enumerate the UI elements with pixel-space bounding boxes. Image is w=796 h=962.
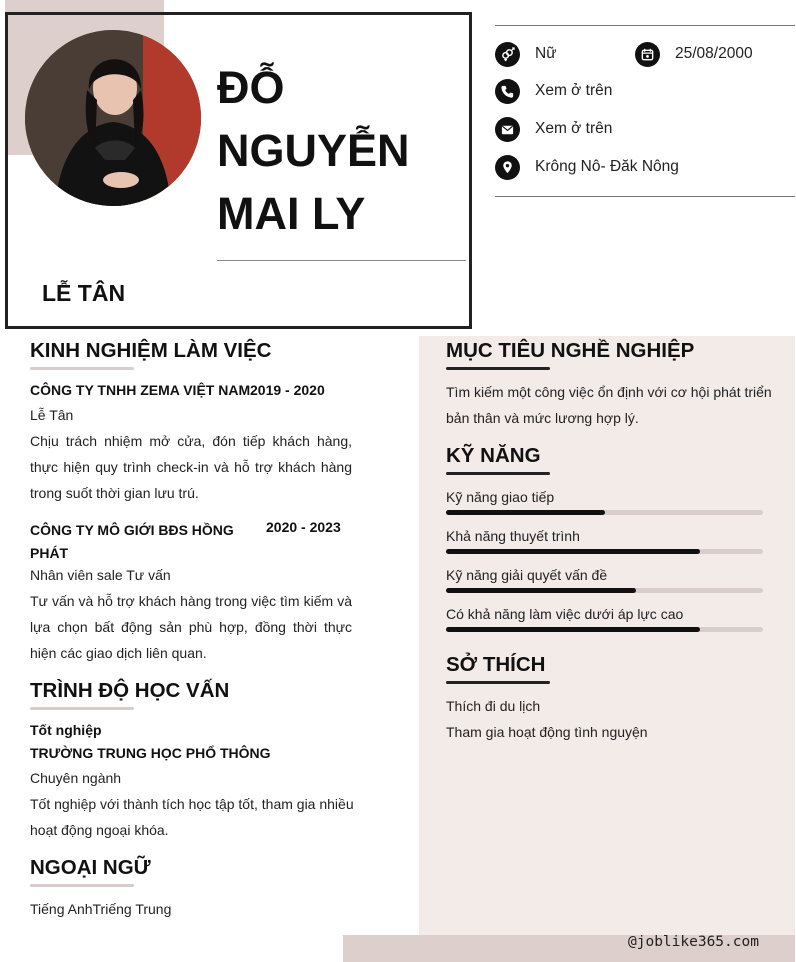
hobbies-title: SỞ THÍCH [446,653,546,676]
job-title: LỄ TÂN [42,280,126,306]
skill-bar-fill-2 [446,549,700,554]
contact-top-divider [495,25,795,26]
contact-bottom-divider [495,196,795,197]
objective-title: MỤC TIÊU NGHỀ NGHIỆP [446,339,695,362]
email-text: Xem ở trên [535,120,613,137]
skill-label-1: Kỹ năng giao tiếp [446,489,555,505]
education-underline [30,707,134,710]
hobbies-underline [446,681,550,684]
experience-underline [30,367,134,370]
languages-title: NGOẠI NGỮ [30,856,151,879]
exp2-period: 2020 - 2023 [266,519,341,535]
phone-text: Xem ở trên [535,82,613,99]
exp1-period: 2019 - 2020 [250,382,325,398]
name-line-1: ĐỖ [217,62,285,113]
name-line-2: NGUYỄN [217,125,410,176]
hobby-item-2: Tham gia hoạt động tình nguyện [446,724,648,740]
education-title: TRÌNH ĐỘ HỌC VẤN [30,679,230,702]
full-name [217,56,462,245]
education-degree: Tốt nghiệp [30,722,102,738]
exp1-position: Lễ Tân [30,407,74,423]
exp2-description: Tư vấn và hỗ trợ khách hàng trong việc tìm kiếm và lựa chọn bất động sản phù hợp, đồng thời thực hiện các giao dịch liên quan. [30,593,352,661]
mail-icon [495,117,520,142]
name-divider [217,260,466,261]
exp1-description: Chịu trách nhiệm mở cửa, đón tiếp khách hàng, thực hiện quy trình check-in và hỗ trợ khách hàng trong suốt thời gian lưu trú. [30,433,352,501]
skill-bar-2 [446,549,763,554]
calendar-icon [635,42,660,67]
skills-title: KỸ NĂNG [446,444,541,467]
name-line-3: MAI LY [217,188,366,239]
skills-underline [446,472,550,475]
address-text: Krông Nô- Đăk Nông [535,158,679,175]
exp2-position: Nhân viên sale Tư vấn [30,567,171,583]
birthday-text: 25/08/2000 [675,45,753,62]
skill-bar-fill-3 [446,588,636,593]
skill-bar-1 [446,510,763,515]
languages-text: Tiếng AnhTriếng Trung [30,901,172,917]
gender-text: Nữ [535,45,557,62]
skill-bar-4 [446,627,763,632]
education-description: Tốt nghiệp với thành tích học tập tốt, tham gia nhiều hoạt động ngoại khóa. [30,796,354,838]
gender-icon [495,42,520,67]
avatar-illustration [25,30,201,206]
phone-icon [495,79,520,104]
skill-bar-3 [446,588,763,593]
avatar [25,30,201,206]
hobby-item-1: Thích đi du lịch [446,698,541,714]
languages-underline [30,884,134,887]
skill-bar-fill-1 [446,510,605,515]
skill-bar-fill-4 [446,627,700,632]
watermark: @joblike365.com [628,934,759,950]
skill-label-2: Khả năng thuyết trình [446,528,580,544]
objective-text: Tìm kiếm một công việc ổn định với cơ hội phát triển bản thân và mức lương hợp lý. [446,384,772,426]
exp1-company: CÔNG TY TNHH ZEMA VIỆT NAM [30,382,251,398]
objective-underline [446,367,550,370]
exp2-company: CÔNG TY MÔ GIỚI BĐS HỒNG PHÁT [30,522,234,561]
skill-label-4: Có khả năng làm việc dưới áp lực cao [446,606,684,622]
skill-label-3: Kỹ năng giải quyết vấn đề [446,567,608,583]
location-icon [495,155,520,180]
experience-title: KINH NGHIỆM LÀM VIỆC [30,339,272,362]
education-school: TRƯỜNG TRUNG HỌC PHỔ THÔNG [30,745,271,761]
education-major: Chuyên ngành [30,770,122,786]
